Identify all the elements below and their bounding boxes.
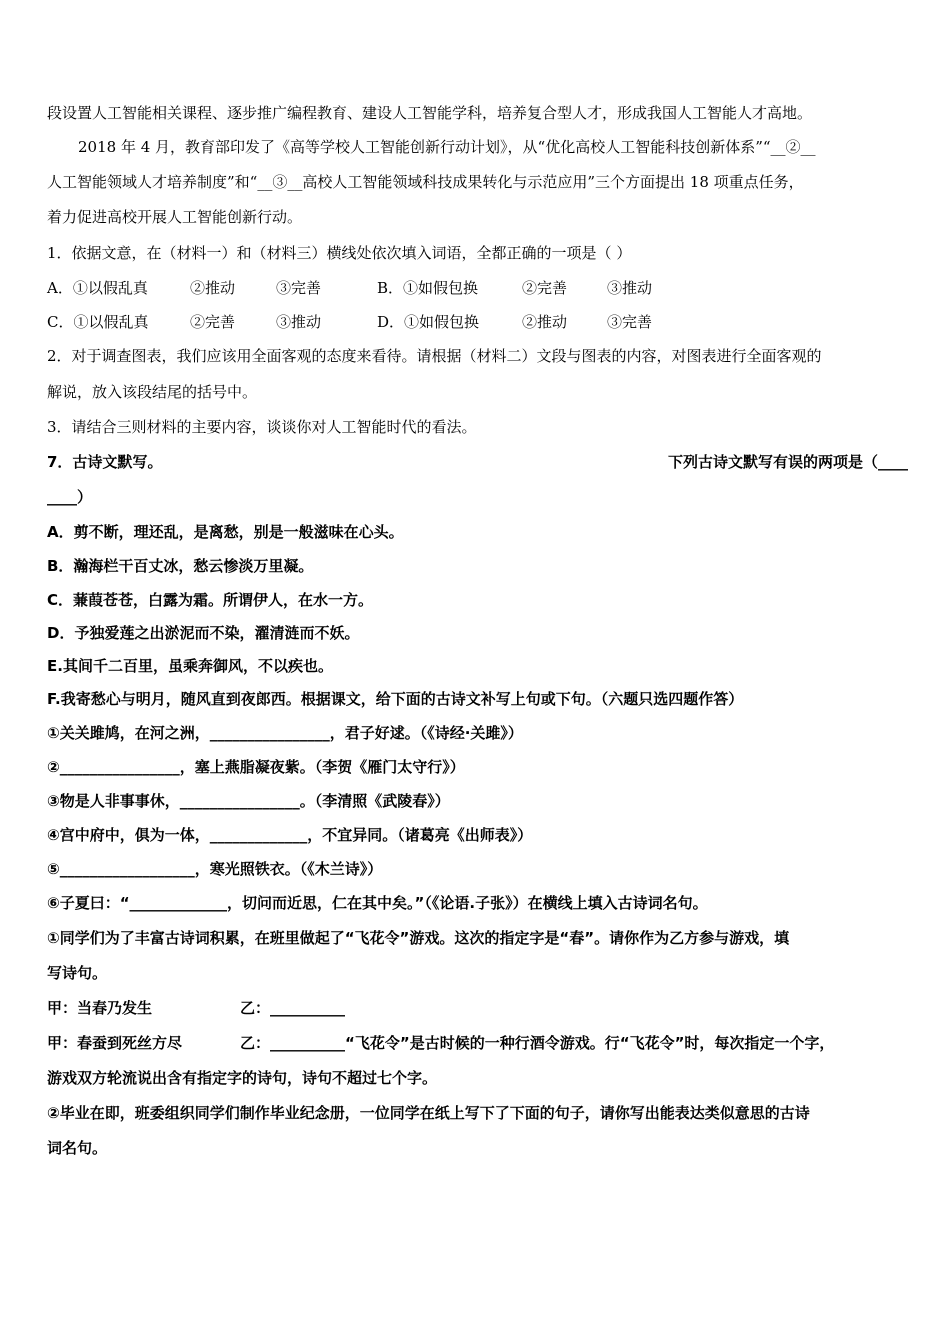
q1-option-c-3: ③推动 <box>276 313 322 331</box>
question-3: 3．请结合三则材料的主要内容，谈谈你对人工智能时代的看法。 <box>47 418 477 436</box>
fill-item-4: ④宫中府中，俱为一体，_____________，不宜异同。（诸葛亮《出师表》） <box>47 826 533 844</box>
q1-option-d-3: ③完善 <box>607 313 653 331</box>
graduation-line-1: ②毕业在即，班委组织同学们制作毕业纪念册，一位同学在纸上写下了下面的句子，请你写出能表达类似意思的古诗 <box>47 1104 810 1122</box>
q7-option-b: B．瀚海栏干百丈冰，愁云惨淡万里凝。 <box>47 557 314 575</box>
q1-option-b-3: ③推动 <box>607 279 653 297</box>
question-7-title: 7．古诗文默写。 <box>47 453 163 471</box>
question-2-line-1: 2．对于调查图表，我们应该用全面客观的态度来看待。请根据（材料二）文段与图表的内容，对图表进行全面客观的 <box>47 347 822 365</box>
q7-option-f: F.我寄愁心与明月，随风直到夜郎西。根据课文，给下面的古诗文补写上句或下句。（六题只选四题作答） <box>47 690 744 708</box>
fill-item-3: ③物是人非事事休，________________。（李清照《武陵春》） <box>47 792 450 810</box>
question-7-prompt: 下列古诗文默写有误的两项是（____ <box>667 453 908 471</box>
q1-option-a-1: A．①以假乱真 <box>47 279 148 297</box>
fill-item-5: ⑤__________________，寒光照铁衣。（《木兰诗》） <box>47 860 383 878</box>
graduation-line-2: 词名句。 <box>47 1139 108 1157</box>
q7-option-d: D．予独爱莲之出淤泥而不染，濯清涟而不妖。 <box>47 624 360 642</box>
q1-option-a-3: ③完善 <box>276 279 322 297</box>
jia-line-1: 甲：当春乃发生 <box>47 999 153 1017</box>
q1-option-b-1: B．①如假包换 <box>377 279 479 297</box>
fill-item-1: ①关关雎鸠，在河之洲，________________，君子好逑。（《诗经·关雎》） <box>47 724 523 742</box>
q1-option-c-1: C．①以假乱真 <box>47 313 149 331</box>
fill-item-2: ②________________，塞上燕脂凝夜紫。（李贺《雁门太守行》） <box>47 758 465 776</box>
question-1-stem: 1．依据文意，在（材料一）和（材料三）横线处依次填入词语，全都正确的一项是（ ） <box>47 244 632 262</box>
material-line-2: 2018 年 4 月，教育部印发了《高等学校人工智能创新行动计划》，从“优化高校人工智能科技创新体系”“__②__ <box>78 138 816 156</box>
game-line-3: 游戏双方轮流说出含有指定字的诗句，诗句不超过七个字。 <box>47 1069 438 1087</box>
material-line-4: 着力促进高校开展人工智能创新行动。 <box>47 208 303 226</box>
question-7-prompt-cont: ____） <box>47 488 93 506</box>
jia-line-2: 甲：春蚕到死丝方尽 <box>47 1034 183 1052</box>
yi-line-1: 乙：__________ <box>240 999 346 1017</box>
q7-option-c: C．蒹葭苍苍，白露为霜。所谓伊人，在水一方。 <box>47 591 374 609</box>
game-line-1: ①同学们为了丰富古诗词积累，在班里做起了“飞花令”游戏。这次的指定字是“春”。请你作为乙方参与游戏，填 <box>47 929 790 947</box>
q7-option-e: E.其间千二百里，虽乘奔御风，不以疾也。 <box>47 657 333 675</box>
q1-option-c-2: ②完善 <box>190 313 236 331</box>
q1-option-a-2: ②推动 <box>190 279 236 297</box>
material-line-1: 段设置人工智能相关课程、逐步推广编程教育、建设人工智能学科，培养复合型人才，形成我国人工智能人才高地。 <box>47 104 813 122</box>
yi-line-2: 乙：__________“飞花令”是古时候的一种行酒令游戏。行“飞花令”时，每次指定一个字， <box>240 1034 835 1052</box>
q1-option-b-2: ②完善 <box>522 279 568 297</box>
q1-option-d-1: D．①如假包换 <box>377 313 480 331</box>
q1-option-d-2: ②推动 <box>522 313 568 331</box>
fill-item-6: ⑥子夏曰：“_____________，切问而近思，仁在其中矣。”（《论语.子张》）在横线上填入古诗词名句。 <box>47 894 708 912</box>
game-line-2: 写诗句。 <box>47 964 108 982</box>
question-2-line-2: 解说，放入该段结尾的括号中。 <box>47 383 258 401</box>
material-line-3: 人工智能领域人才培养制度”和“__③__高校人工智能领域科技成果转化与示范应用”三个方面提出 18 项重点任务， <box>47 173 804 191</box>
q7-option-a: A．剪不断，理还乱，是离愁，别是一般滋味在心头。 <box>47 523 404 541</box>
